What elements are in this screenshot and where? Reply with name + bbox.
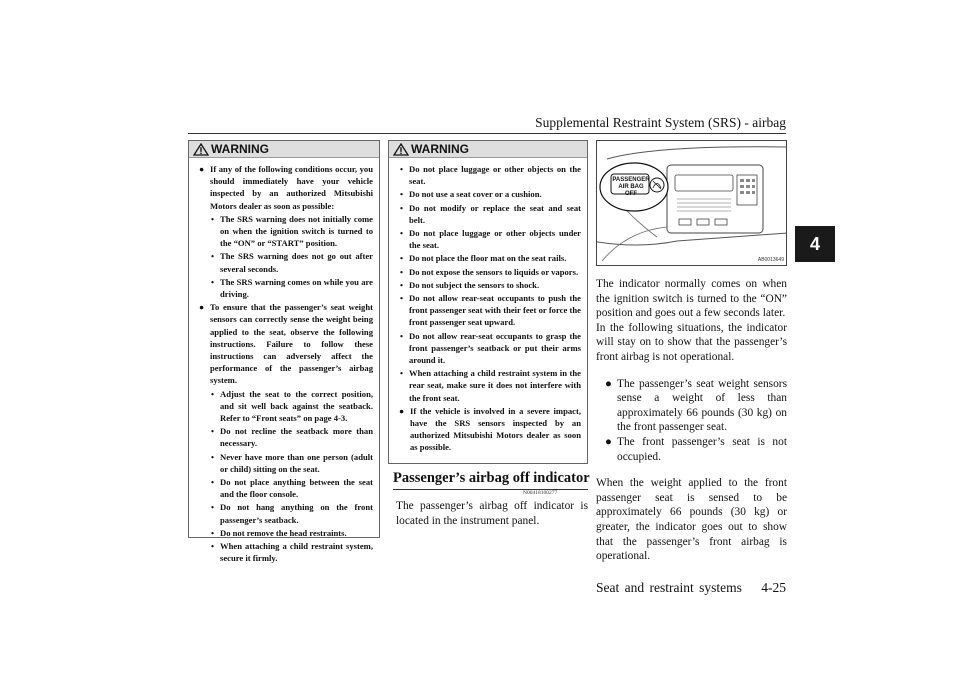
- sub-bullet-icon: •: [211, 527, 215, 538]
- sub-bullet-icon: •: [211, 541, 215, 552]
- mid-warning-heading: WARNING: [411, 142, 469, 156]
- figure-code: AB0013649: [757, 257, 784, 263]
- mid-warning-body: [389, 158, 587, 454]
- warning-sub-item: [210, 388, 373, 425]
- warning-sub-item: [210, 501, 373, 525]
- warning-bullet: [199, 163, 373, 212]
- right-bullet-text: The front passenger’s seat is not occupied.: [617, 435, 787, 463]
- warning-sub-text: Do not expose the sensors to liquids or vapors.: [409, 266, 579, 277]
- warning-sub-item: [210, 276, 373, 300]
- indicator-label-line1: PASSENGER: [612, 177, 650, 183]
- sub-bullet-icon: •: [400, 266, 404, 277]
- warning-sub-text: Do not place luggage or other objects under the seat.: [409, 228, 581, 251]
- warning-sub-text: Do not recline the seatback more than necessary.: [220, 426, 373, 449]
- sub-bullet-icon: •: [211, 388, 215, 399]
- warning-sub-item: [399, 330, 581, 367]
- warning-sub-text: When attaching a child restraint system, secure it firmly.: [220, 541, 373, 564]
- warning-sub-item: [399, 266, 581, 278]
- warning-sub-text: The SRS warning does not initially come on when the ignition switch is turned to the “ON” or “START” position.: [220, 213, 373, 249]
- warning-sub-item: [210, 540, 373, 564]
- warning-sub-item: [399, 367, 581, 404]
- header-rule: [188, 133, 786, 134]
- bullet-dot-icon: ●: [399, 405, 405, 416]
- mid-warning-header: [389, 141, 587, 158]
- footer-section: Seat and restraint systems: [596, 580, 742, 595]
- right-para-2: In the following situations, the indicator will stay on to show that the passenger’s front airbag is not operational.: [596, 321, 787, 363]
- warning-bullet: [199, 301, 373, 386]
- warning-bullet-text: If the vehicle is involved in a severe impact, have the SRS sensors inspected by an authorized Mitsubishi Motors dealer as soon as possible.: [410, 405, 581, 453]
- indicator-label-line2: AIR BAG OFF: [618, 184, 644, 197]
- warning-sub-item: [399, 279, 581, 291]
- warning-sub-item: [210, 213, 373, 250]
- warning-sub-text: Do not remove the head restraints.: [220, 527, 347, 538]
- right-para-1: The indicator normally comes on when the ignition switch is turned to the “ON” position and goes out a few seconds later.: [596, 278, 787, 320]
- warning-bullet-text: To ensure that the passenger’s seat weight sensors can correctly sense the weight being applied to the seat, observe the following instructions. Failure to follow these instructions can adversely affect the performance of the passenger’s airbag system.: [210, 302, 373, 386]
- warning-sub-text: Do not place luggage or other objects on the seat.: [409, 164, 581, 187]
- sub-bullet-icon: •: [400, 368, 404, 379]
- sub-bullet-icon: •: [400, 279, 404, 290]
- warning-sub-item: [210, 451, 373, 475]
- right-bullet: [596, 435, 787, 464]
- warning-sub-text: Do not allow rear-seat occupants to push the front passenger seat with their feet or force the front passenger seat upward.: [409, 293, 581, 328]
- footer-page-number: 4-25: [761, 580, 786, 595]
- warning-sub-text: Do not place anything between the seat and the floor console.: [220, 477, 373, 500]
- sub-bullet-icon: •: [211, 451, 215, 462]
- warning-sub-text: Do not allow rear-seat occupants to grasp the front passenger’s seatback or put their arms around it.: [409, 330, 581, 366]
- sub-bullet-icon: •: [211, 426, 215, 437]
- warning-triangle-icon: [393, 143, 409, 156]
- warning-sub-item: [210, 250, 373, 274]
- warning-sub-item: [210, 527, 373, 539]
- section-title: Passenger’s airbag off indicator: [393, 470, 588, 490]
- left-warning-box: [188, 140, 380, 564]
- right-para-3: When the weight applied to the front passenger seat is sensed to be approximately 66 pounds (30 kg) or greater, the indicator goes out to show that the passenger’s front airbag is operational.: [596, 477, 787, 563]
- warning-sub-item: [399, 252, 581, 264]
- right-bullet-text: The passenger’s seat weight sensors sense a weight of less than approximately 66 pounds (30 kg) on the front passenger seat.: [617, 377, 787, 434]
- section-intro: The passenger’s airbag off indicator is located in the instrument panel.: [396, 500, 588, 527]
- warning-sub-item: [399, 163, 581, 187]
- bullet-dot-icon: ●: [199, 164, 205, 174]
- warning-sub-text: Do not place the floor mat on the seat rails.: [409, 253, 567, 264]
- bullet-dot-icon: ●: [605, 377, 612, 390]
- sub-bullet-icon: •: [211, 502, 215, 513]
- page-header-title: Supplemental Restraint System (SRS) - airbag: [535, 115, 786, 130]
- sub-bullet-icon: •: [400, 228, 404, 239]
- sub-bullet-icon: •: [400, 164, 404, 174]
- warning-sub-text: The SRS warning comes on while you are driving.: [220, 276, 373, 300]
- warning-sub-text: Adjust the seat to the correct position, and sit well back against the seatback. Refer to “Front seats” on page 4-3.: [220, 388, 373, 424]
- left-warning-heading: WARNING: [211, 142, 269, 156]
- warning-sub-text: Do not modify or replace the seat and seat belt.: [409, 202, 581, 225]
- left-warning-body: [189, 158, 379, 565]
- left-warning-header: [189, 141, 379, 158]
- sub-bullet-icon: •: [211, 477, 215, 488]
- spacer: [596, 464, 787, 476]
- warning-sub-text: Do not subject the sensors to shock.: [409, 279, 540, 290]
- chapter-tab[interactable]: 4: [795, 226, 835, 262]
- warning-sub-text: Do not hang anything on the front passenger’s seatback.: [220, 502, 373, 525]
- sub-bullet-icon: •: [211, 213, 215, 224]
- mid-warning-box: [388, 140, 588, 464]
- page-footer: [596, 580, 786, 596]
- warning-sub-item: [399, 227, 581, 251]
- warning-sub-text: Do not use a seat cover or a cushion.: [409, 189, 542, 200]
- bullet-dot-icon: ●: [605, 435, 612, 448]
- indicator-figure: [596, 140, 787, 266]
- section-ref-code: N00418100277: [523, 490, 558, 496]
- sub-bullet-icon: •: [400, 189, 404, 200]
- sub-bullet-icon: •: [400, 202, 404, 213]
- sub-bullet-icon: •: [400, 293, 404, 304]
- warning-sub-text: Never have more than one person (adult or child) sitting on the seat.: [220, 451, 373, 474]
- right-bullet: [596, 377, 787, 435]
- warning-sub-item: [399, 188, 581, 200]
- warning-sub-text: The SRS warning does not go out after several seconds.: [220, 251, 373, 274]
- warning-sub-item: [210, 425, 373, 449]
- indicator-label: [612, 177, 650, 198]
- sub-bullet-icon: •: [400, 253, 404, 264]
- right-column: [596, 277, 787, 564]
- warning-sub-item: [399, 292, 581, 329]
- sub-bullet-icon: •: [211, 276, 215, 287]
- warning-sub-text: When attaching a child restraint system in the rear seat, make sure it does not interfere with the front seat.: [409, 368, 581, 403]
- warning-sub-item: [399, 202, 581, 226]
- instrument-panel-illustration: [597, 141, 787, 266]
- warning-bullet: [399, 405, 581, 454]
- bullet-dot-icon: ●: [199, 302, 205, 313]
- sub-bullet-icon: •: [400, 330, 404, 341]
- sub-bullet-icon: •: [211, 251, 215, 262]
- warning-bullet-text: If any of the following conditions occur, you should immediately have your vehicle inspected by an authorized Mitsubishi Motors dealer as soon as possible:: [210, 164, 373, 211]
- warning-sub-item: [210, 476, 373, 500]
- warning-triangle-icon: [193, 143, 209, 156]
